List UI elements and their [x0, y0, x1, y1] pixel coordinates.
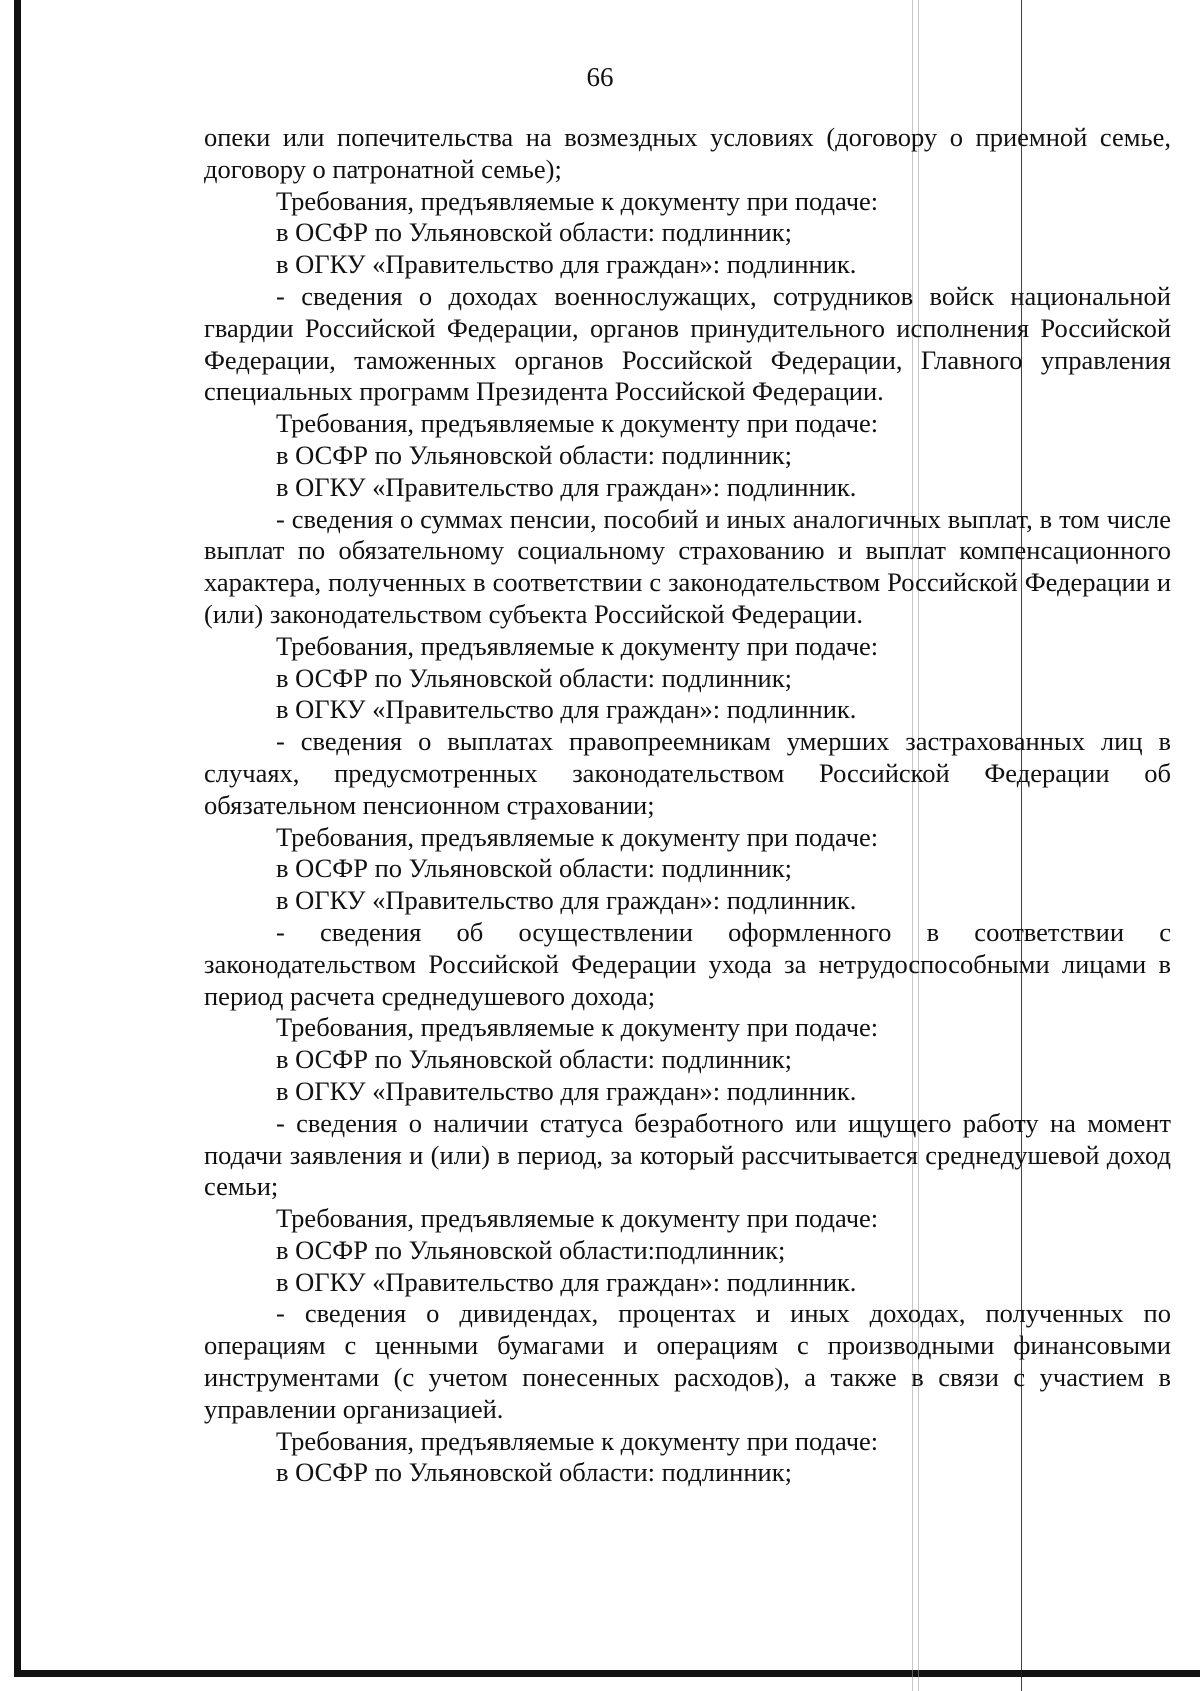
scan-left-border	[14, 0, 21, 1676]
paragraph: в ОГКУ «Правительство для граждан»: подлинник.	[276, 471, 857, 502]
paragraph: в ОГКУ «Правительство для граждан»: подлинник.	[276, 249, 857, 280]
paragraph: Требования, предъявляемые к документу при подаче:	[276, 1425, 879, 1456]
paragraph: Требования, предъявляемые к документу при подаче:	[276, 1203, 879, 1234]
paragraph: в ОСФР по Ульяновской области: подлинник;	[276, 217, 792, 248]
paragraph: - сведения о выплатах правопреемникам умерших застрахованных лиц в случаях, предусмотренных законодательством Российской Федерации об обязательном пенсионном страховании;	[204, 726, 1171, 820]
document-body	[204, 122, 1171, 1489]
scan-bottom-border	[14, 1670, 1200, 1677]
paragraph: Требования, предъявляемые к документу при подаче:	[276, 630, 879, 661]
paragraph: - сведения о доходах военнослужащих, сотрудников войск национальной гвардии Российской Федерации, органов принудительного исполнения Российской Федерации, таможенных органов Российской Федерации, Главного управления специальных программ Президента Российской Федерации.	[204, 280, 1171, 407]
paragraph: в ОСФР по Ульяновской области:подлинник;	[276, 1234, 786, 1265]
page-number: 66	[586, 62, 614, 92]
paragraph: в ОСФР по Ульяновской области: подлинник;	[276, 1044, 792, 1075]
paragraph: - сведения о суммах пенсии, пособий и иных аналогичных выплат, в том числе выплат по обязательному социальному страхованию и выплат компенсационного характера, полученных в соответствии с законодательством Российской Федерации и (или) законодательством субъекта Российской Федерации.	[204, 503, 1171, 629]
paragraph: опеки или попечительства на возмездных условиях (договору о приемной семье, договору о патронатной семье);	[204, 122, 1171, 184]
paragraph: в ОГКУ «Правительство для граждан»: подлинник.	[276, 1266, 857, 1297]
paragraph: в ОГКУ «Правительство для граждан»: подлинник.	[276, 1075, 857, 1106]
paragraph: в ОСФР по Ульяновской области: подлинник;	[276, 439, 792, 470]
paragraph: - сведения о дивидендах, процентах и иных доходах, полученных по операциям с ценными бумагами и операциям с производными финансовыми инструментами (с учетом понесенных расходов), а также в связи с участием в управлении организацией.	[204, 1298, 1171, 1424]
paragraph: - сведения о наличии статуса безработного или ищущего работу на момент подачи заявления и (или) в период, за который рассчитывается среднедушевой доход семьи;	[204, 1107, 1171, 1202]
paragraph: Требования, предъявляемые к документу при подаче:	[276, 408, 879, 439]
paragraph: Требования, предъявляемые к документу при подаче:	[276, 1012, 879, 1043]
paragraph: Требования, предъявляемые к документу при подаче:	[276, 821, 879, 852]
paragraph: - сведения об осуществлении оформленного в соответствии с законодательством Российской Федерации ухода за нетрудоспособными лицами в период расчета среднедушевого дохода;	[204, 916, 1171, 1011]
paragraph: в ОСФР по Ульяновской области: подлинник;	[276, 662, 792, 693]
paragraph: в ОГКУ «Правительство для граждан»: подлинник.	[276, 694, 857, 725]
paragraph: в ОСФР по Ульяновской области: подлинник;	[276, 1457, 792, 1488]
paragraph: Требования, предъявляемые к документу при подаче:	[276, 185, 879, 216]
paragraph: в ОСФР по Ульяновской области: подлинник;	[276, 853, 792, 884]
paragraph: в ОГКУ «Правительство для граждан»: подлинник.	[276, 885, 857, 916]
